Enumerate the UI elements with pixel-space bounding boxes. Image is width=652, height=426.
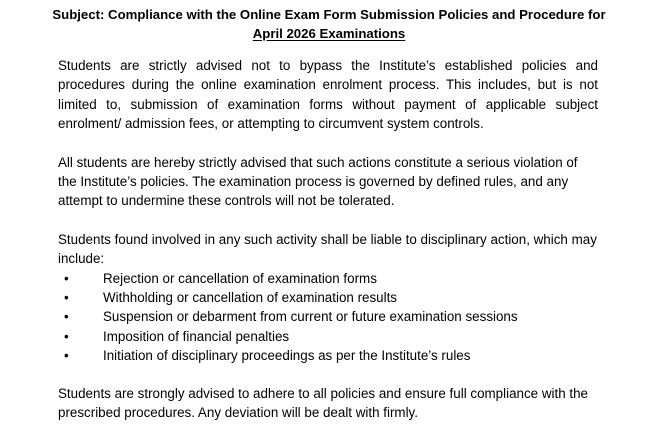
list-item (58, 327, 598, 346)
subject-line-2: April 2026 Examinations (252, 26, 406, 41)
paragraph-violation-notice: All students are hereby strictly advised that such actions constitute a serious violation of the Institute’s policies. The examination process is governed by defined rules, and any attempt to undermine these controls will not be tolerated. (58, 154, 578, 209)
bullet-icon: • (64, 348, 69, 364)
document-subject (34, 5, 624, 43)
list-item (58, 269, 598, 288)
list-item-text: Withholding or cancellation of examination results (103, 290, 398, 306)
document-body (58, 56, 598, 423)
disciplinary-actions-list (58, 269, 598, 366)
bullet-icon: • (64, 328, 69, 344)
list-item (58, 307, 598, 326)
paragraph-disciplinary-intro: Students found involved in any such activity shall be liable to disciplinary action, which may include: (58, 231, 597, 267)
list-item-text: Imposition of financial penalties (103, 328, 290, 344)
bullet-icon: • (64, 270, 69, 286)
paragraph-bypass-warning: Students are strictly advised not to bypass the Institute’s established policies and procedures during the online examination enrolment process. This includes, but is not limited to, submission of examination forms without payment of applicable subject enrolment/ admission fees, or attempting to circumvent system controls. (58, 58, 598, 132)
list-item-text: Rejection or cancellation of examination forms (103, 270, 377, 286)
bullet-icon: • (64, 309, 69, 325)
list-item (58, 288, 598, 307)
list-item-text: Suspension or debarment from current or future examination sessions (103, 309, 518, 325)
list-item-text: Initiation of disciplinary proceedings as per the Institute’s rules (103, 348, 471, 364)
bullet-icon: • (64, 290, 69, 306)
list-item (58, 346, 598, 365)
paragraph-compliance-advice: Students are strongly advised to adhere to all policies and ensure full compliance with the prescribed procedures. Any deviation will be dealt with firmly. (58, 385, 588, 421)
subject-line-1: Subject: Compliance with the Online Exam Form Submission Policies and Procedure for (52, 7, 606, 22)
